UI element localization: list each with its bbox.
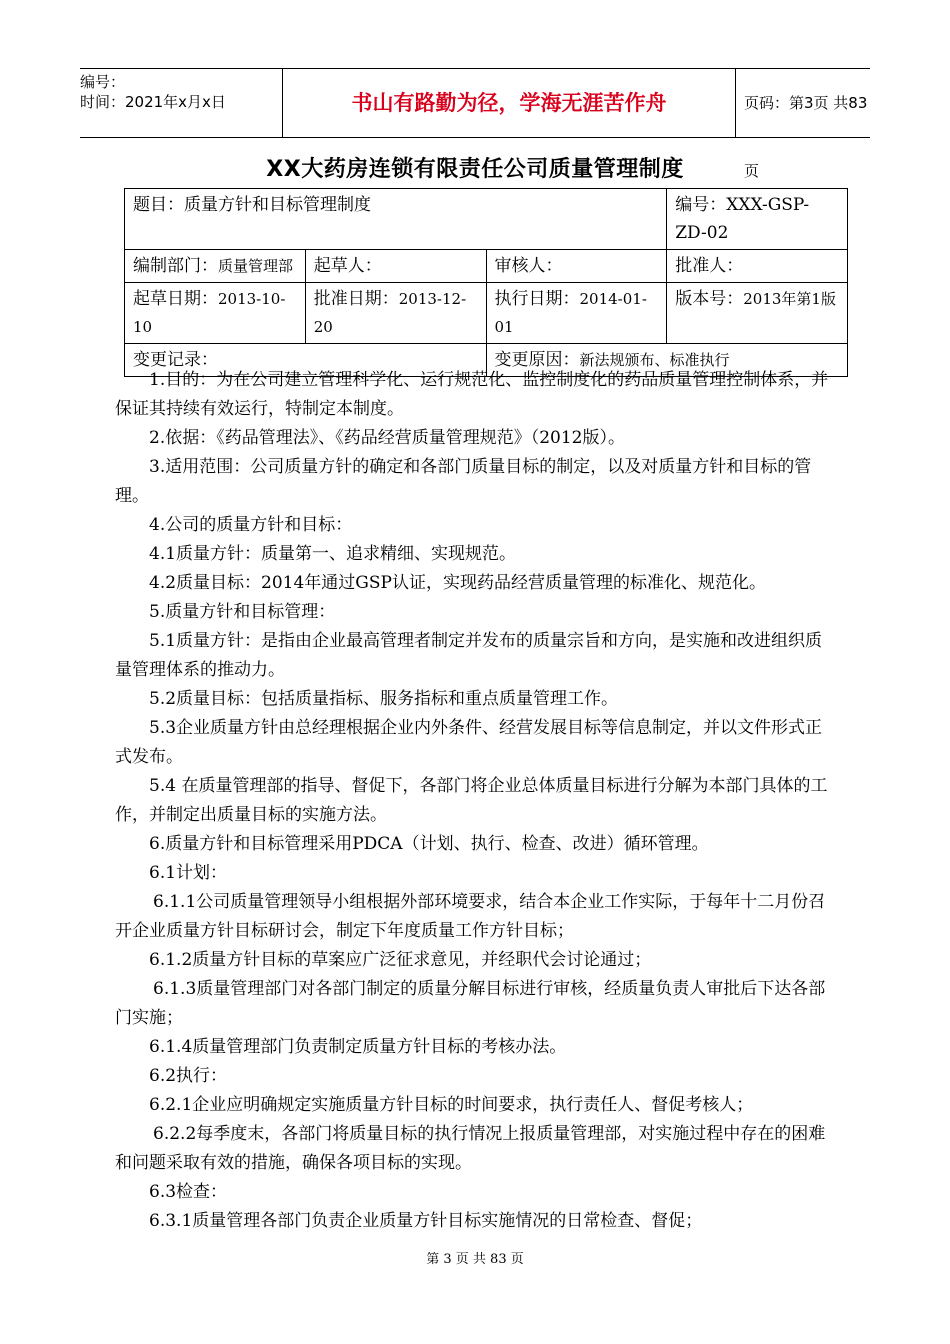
paragraph: 6.2执行： <box>149 1066 228 1086</box>
paragraph: 3.适用范围：公司质量方针的确定和各部门质量目标的制定，以及对质量方针和目标的管理。 <box>115 457 812 506</box>
paragraph: 2.依据：《药品管理法》、《药品经营质量管理规范》（2012版）。 <box>149 428 625 448</box>
version-value: 2013年第1版 <box>743 290 836 308</box>
paragraph: 6.2.2每季度末，各部门将质量目标的执行情况上报质量管理部，对实施过程中存在的困难和问题采取有效的措施，确保各项目标的实现。 <box>115 1124 826 1173</box>
exec-date-value: 2014-01-01 <box>494 290 647 336</box>
paragraph: 6.1计划： <box>149 863 228 883</box>
paragraph: 5.4 在质量管理部的指导、督促下，各部门将企业总体质量目标进行分解为本部门具体的工作，并制定出质量目标的实施方法。 <box>115 776 828 825</box>
meta-row <box>125 283 848 344</box>
exec-date-label: 执行日期： <box>494 289 580 309</box>
motto: 书山有路勤为径，学海无涯苦作舟 <box>282 69 736 137</box>
doc-number-label: 编号： <box>80 73 126 91</box>
document-title: XX大药房连锁有限责任公司质量管理制度 <box>266 157 684 182</box>
exec-date-cell <box>486 283 667 344</box>
draft-date-cell <box>125 283 306 344</box>
change-reason-value: 新法规颁布、标准执行 <box>579 351 730 369</box>
paragraph: 4.公司的质量方针和目标： <box>149 515 353 535</box>
code-cell: 编号：XXX-GSP-ZD-02 <box>667 189 848 250</box>
draft-date-value: 2013-10-10 <box>133 290 286 336</box>
paragraph: 6.1.1公司质量管理领导小组根据外部环境要求，结合本企业工作实际，于每年十二月份召开企业质量方针目标研讨会，制定下年度质量工作方针目标； <box>115 892 826 941</box>
change-reason-label: 变更原因： <box>494 350 580 370</box>
paragraph: 5.1质量方针：是指由企业最高管理者制定并发布的质量宗旨和方向，是实施和改进组织质量管理体系的推动力。 <box>115 631 823 680</box>
paragraph: 4.2质量目标：2014年通过GSP认证，实现药品经营质量管理的标准化、规范化。 <box>149 573 766 593</box>
date-label: 时间：2021年x月x日 <box>80 93 226 111</box>
paragraph: 1.目的：为在公司建立管理科学化、运行规范化、监控制度化的药品质量管理控制体系，并保证其持续有效运行，特制定本制度。 <box>115 370 829 419</box>
paragraph: 6.1.3质量管理部门对各部门制定的质量分解目标进行审核，经质量负责人审批后下达各部门实施； <box>115 979 826 1028</box>
header-left <box>80 69 282 140</box>
page-info: 页码：第3页 共83页 <box>744 94 868 180</box>
paragraph: 5.3企业质量方针由总经理根据企业内外条件、经营发展目标等信息制定，并以文件形式正式发布。 <box>115 718 823 767</box>
paragraph: 6.3.1质量管理各部门负责企业质量方针目标实施情况的日常检查、督促； <box>149 1211 703 1231</box>
paragraph: 6.1.2质量方针目标的草案应广泛征求意见，并经职代会讨论通过； <box>149 950 652 970</box>
approve-date-cell <box>305 283 486 344</box>
paragraph: 6.1.4质量管理部门负责制定质量方针目标的考核办法。 <box>149 1037 567 1057</box>
approve-date-value: 2013-12-20 <box>313 290 467 336</box>
paragraph: 5.质量方针和目标管理： <box>149 602 336 622</box>
subject-cell: 题目：质量方针和目标管理制度 <box>125 189 667 250</box>
change-record-cell: 变更记录： <box>125 344 487 377</box>
version-label: 版本号： <box>675 289 744 309</box>
draft-date-label: 起草日期： <box>133 289 218 309</box>
dept-cell <box>125 250 306 283</box>
meta-row <box>125 189 848 250</box>
paragraph: 6.质量方针和目标管理采用PDCA（计划、执行、检查、改进）循环管理。 <box>149 834 709 854</box>
approve-date-label: 批准日期： <box>313 289 399 309</box>
paragraph: 5.2质量目标：包括质量指标、服务指标和重点质量管理工作。 <box>149 689 619 709</box>
drafter-cell: 起草人： <box>305 250 486 283</box>
paragraph: 6.2.1企业应明确规定实施质量方针目标的时间要求，执行责任人、督促考核人； <box>149 1095 754 1115</box>
dept-value: 质量管理部 <box>218 257 294 275</box>
reviewer-cell: 审核人： <box>486 250 667 283</box>
paragraph: 6.3检查： <box>149 1182 228 1202</box>
meta-row <box>125 250 848 283</box>
page-footer: 第 3 页 共 83 页 <box>426 1252 524 1267</box>
dept-label: 编制部门： <box>133 256 218 276</box>
paragraph: 4.1质量方针：质量第一、追求精细、实现规范。 <box>149 544 517 564</box>
meta-table <box>124 188 848 377</box>
approver-cell: 批准人： <box>667 250 848 283</box>
body-text <box>115 366 835 1236</box>
version-cell <box>667 283 848 344</box>
